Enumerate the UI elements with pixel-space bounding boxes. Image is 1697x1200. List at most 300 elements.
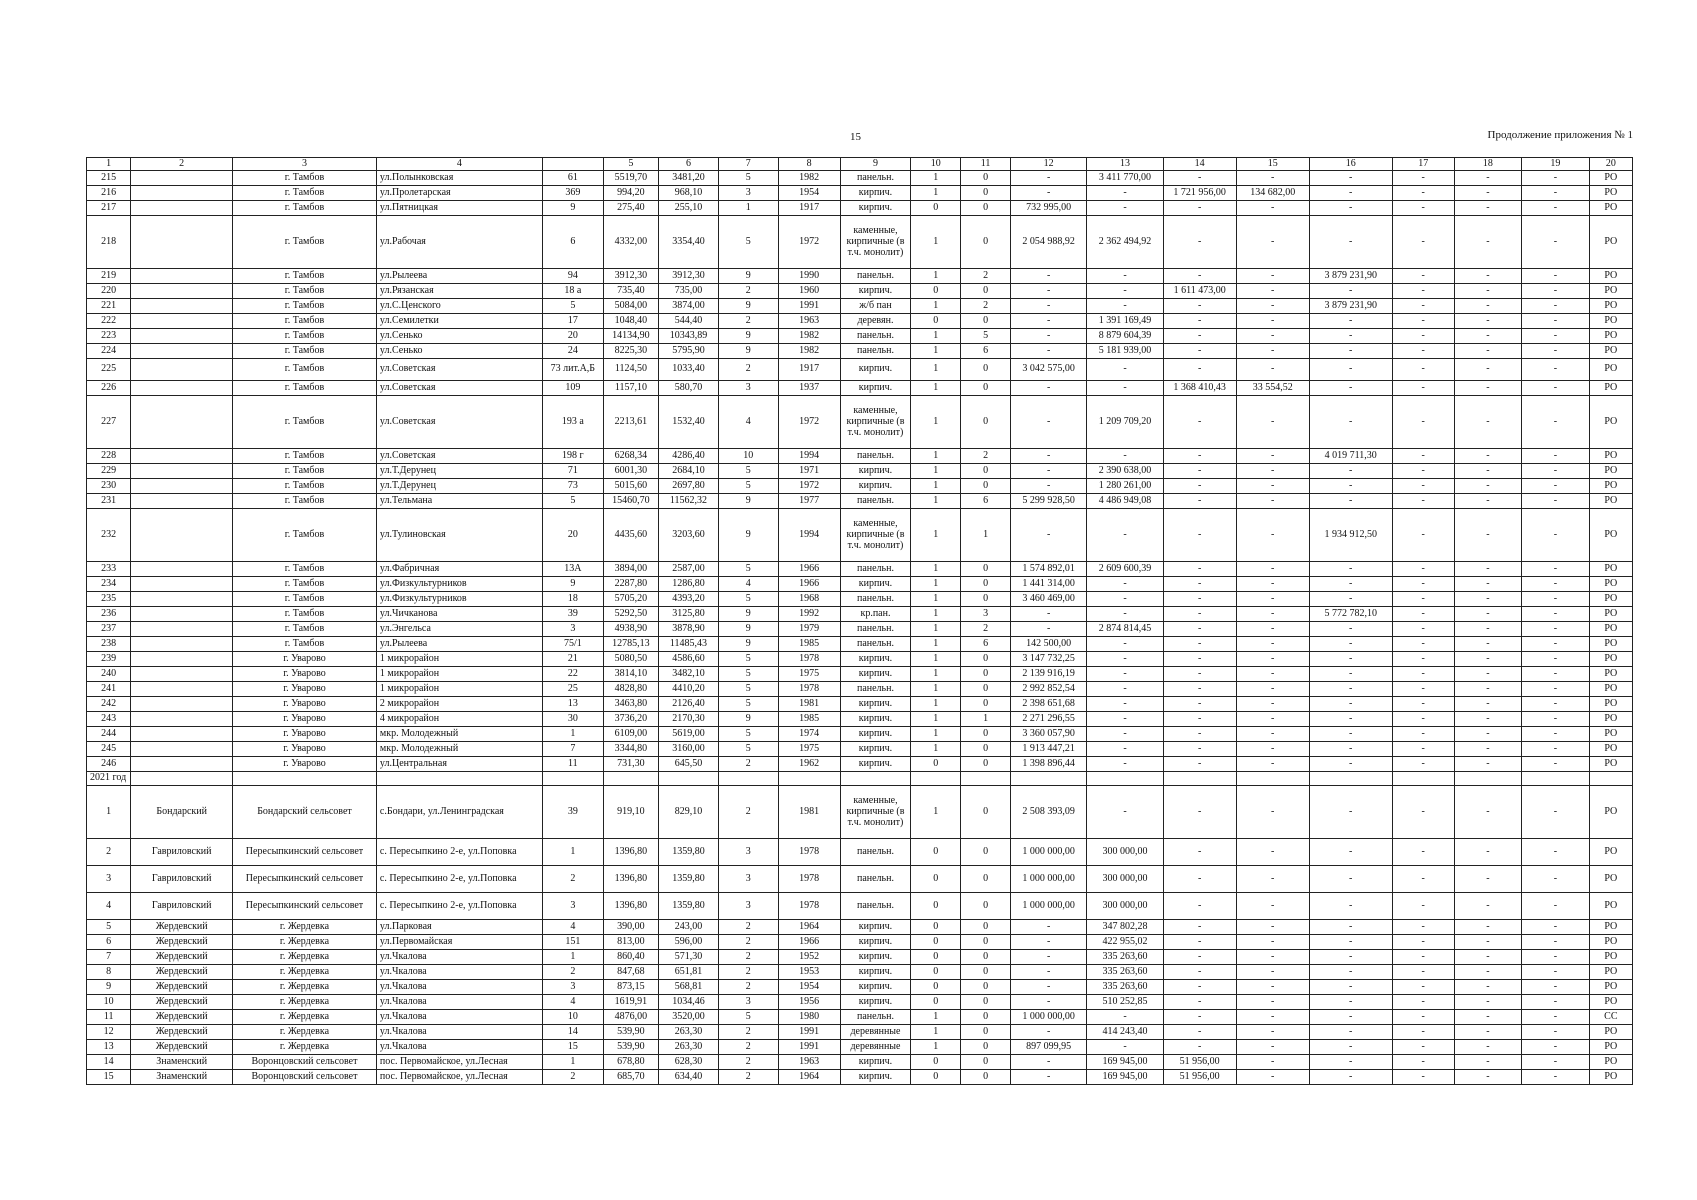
- table-cell: -: [1392, 508, 1454, 561]
- table-cell: ул.Сенько: [376, 328, 542, 343]
- table-cell: 1 209 709,20: [1087, 395, 1163, 448]
- table-cell: 2 398 651,68: [1010, 696, 1086, 711]
- table-cell: -: [1522, 892, 1590, 919]
- table-cell: 1972: [778, 395, 840, 448]
- table-cell: 1: [911, 170, 961, 185]
- table-cell: г. Тамбов: [233, 508, 377, 561]
- table-cell: -: [1236, 576, 1309, 591]
- table-cell: -: [1522, 949, 1590, 964]
- table-cell: 5 772 782,10: [1309, 606, 1392, 621]
- table-cell: 71: [542, 463, 603, 478]
- table-cell: -: [1087, 268, 1163, 283]
- table-cell: г. Тамбов: [233, 636, 377, 651]
- table-cell: 3 360 057,90: [1010, 726, 1086, 741]
- table-cell: деревян.: [840, 313, 911, 328]
- table-cell: 61: [542, 170, 603, 185]
- table-cell: кирпич.: [840, 934, 911, 949]
- table-cell: 5: [718, 696, 778, 711]
- table-cell: -: [1087, 696, 1163, 711]
- table-cell: 2684,10: [659, 463, 719, 478]
- table-cell: -: [1454, 1024, 1522, 1039]
- table-cell: -: [1454, 1054, 1522, 1069]
- empty-cell: [778, 771, 840, 785]
- table-cell: 1978: [778, 838, 840, 865]
- table-cell: 1033,40: [659, 358, 719, 380]
- table-row: [87, 328, 1633, 343]
- table-cell: [131, 711, 233, 726]
- table-cell: 829,10: [659, 785, 719, 838]
- register-table: [86, 157, 1633, 1085]
- table-cell: 39: [542, 785, 603, 838]
- table-cell: -: [1236, 1069, 1309, 1084]
- table-cell: -: [1392, 343, 1454, 358]
- table-cell: 0: [961, 576, 1011, 591]
- table-cell: 1: [911, 621, 961, 636]
- table-cell: 1: [911, 215, 961, 268]
- table-cell: 1: [911, 185, 961, 200]
- table-cell: г. Тамбов: [233, 185, 377, 200]
- table-cell: -: [1087, 1009, 1163, 1024]
- table-cell: [131, 756, 233, 771]
- table-cell: -: [1522, 170, 1590, 185]
- table-cell: [131, 463, 233, 478]
- table-cell: г. Жердевка: [233, 919, 377, 934]
- table-cell: панельн.: [840, 493, 911, 508]
- table-cell: -: [1087, 756, 1163, 771]
- table-cell: Гавриловский: [131, 892, 233, 919]
- table-cell: -: [1454, 508, 1522, 561]
- table-cell: -: [1454, 215, 1522, 268]
- table-cell: 2: [542, 1069, 603, 1084]
- table-cell: 731,30: [603, 756, 658, 771]
- table-cell: [131, 215, 233, 268]
- empty-cell: [603, 771, 658, 785]
- table-cell: 1978: [778, 892, 840, 919]
- table-cell: -: [1309, 170, 1392, 185]
- table-cell: 6: [961, 636, 1011, 651]
- table-cell: -: [1392, 606, 1454, 621]
- table-cell: 0: [961, 1024, 1011, 1039]
- table-cell: -: [1454, 358, 1522, 380]
- table-cell: 1979: [778, 621, 840, 636]
- table-cell: -: [1392, 651, 1454, 666]
- table-cell: 3203,60: [659, 508, 719, 561]
- table-cell: -: [1522, 508, 1590, 561]
- table-cell: 5: [718, 651, 778, 666]
- table-cell: -: [1163, 298, 1236, 313]
- table-cell: ул.Рязанская: [376, 283, 542, 298]
- table-cell: 1 000 000,00: [1010, 1009, 1086, 1024]
- table-cell: -: [1522, 395, 1590, 448]
- table-cell: 7: [87, 949, 131, 964]
- table-cell: 22: [542, 666, 603, 681]
- table-cell: ул.Полынковская: [376, 170, 542, 185]
- table-cell: РО: [1589, 979, 1632, 994]
- table-cell: 224: [87, 343, 131, 358]
- table-cell: ул.Т.Дерунец: [376, 478, 542, 493]
- table-cell: -: [1236, 756, 1309, 771]
- column-number-13: 13: [1087, 158, 1163, 171]
- table-cell: -: [1087, 651, 1163, 666]
- table-cell: 3: [718, 865, 778, 892]
- table-cell: 335 263,60: [1087, 949, 1163, 964]
- table-cell: 1: [911, 576, 961, 591]
- table-row: [87, 283, 1633, 298]
- table-cell: РО: [1589, 576, 1632, 591]
- table-cell: РО: [1589, 741, 1632, 756]
- table-cell: кирпич.: [840, 380, 911, 395]
- table-cell: Гавриловский: [131, 865, 233, 892]
- table-cell: г. Тамбов: [233, 328, 377, 343]
- table-cell: ул.Чкалова: [376, 964, 542, 979]
- table-cell: 51 956,00: [1163, 1069, 1236, 1084]
- table-cell: панельн.: [840, 170, 911, 185]
- table-cell: 73: [542, 478, 603, 493]
- table-cell: Пересыпкинский сельсовет: [233, 865, 377, 892]
- table-cell: -: [1392, 838, 1454, 865]
- table-cell: [131, 200, 233, 215]
- table-row: [87, 358, 1633, 380]
- table-cell: 1 микрорайон: [376, 651, 542, 666]
- table-cell: 13: [542, 696, 603, 711]
- table-cell: -: [1522, 1009, 1590, 1024]
- table-cell: 390,00: [603, 919, 658, 934]
- table-row: [87, 785, 1633, 838]
- table-cell: 3: [542, 892, 603, 919]
- table-cell: -: [1163, 681, 1236, 696]
- table-cell: 0: [961, 358, 1011, 380]
- table-cell: -: [1454, 964, 1522, 979]
- table-cell: 4 019 711,30: [1309, 448, 1392, 463]
- table-cell: 238: [87, 636, 131, 651]
- table-cell: -: [1236, 298, 1309, 313]
- table-cell: -: [1522, 838, 1590, 865]
- table-row: [87, 313, 1633, 328]
- table-cell: -: [1454, 561, 1522, 576]
- table-cell: 13А: [542, 561, 603, 576]
- column-number-15: 15: [1236, 158, 1309, 171]
- table-cell: -: [1522, 994, 1590, 1009]
- table-cell: 0: [911, 283, 961, 298]
- table-cell: -: [1087, 711, 1163, 726]
- table-cell: -: [1392, 979, 1454, 994]
- table-row: [87, 666, 1633, 681]
- table-cell: 813,00: [603, 934, 658, 949]
- table-cell: 0: [961, 1054, 1011, 1069]
- table-cell: 20: [542, 328, 603, 343]
- table-cell: г. Тамбов: [233, 576, 377, 591]
- table-cell: 5084,00: [603, 298, 658, 313]
- table-cell: -: [1236, 606, 1309, 621]
- table-cell: -: [1236, 838, 1309, 865]
- table-cell: 4586,60: [659, 651, 719, 666]
- table-cell: 11: [542, 756, 603, 771]
- table-cell: [131, 493, 233, 508]
- table-cell: ул.Чкалова: [376, 949, 542, 964]
- table-row: [87, 651, 1633, 666]
- table-cell: -: [1454, 994, 1522, 1009]
- table-cell: 1 000 000,00: [1010, 838, 1086, 865]
- table-cell: -: [1010, 1054, 1086, 1069]
- table-row: [87, 561, 1633, 576]
- table-cell: -: [1309, 478, 1392, 493]
- table-cell: 1: [87, 785, 131, 838]
- table-cell: -: [1454, 949, 1522, 964]
- table-cell: 3: [718, 994, 778, 1009]
- empty-cell: [1010, 771, 1086, 785]
- table-cell: 8 879 604,39: [1087, 328, 1163, 343]
- table-cell: -: [1309, 283, 1392, 298]
- table-cell: -: [1236, 561, 1309, 576]
- table-cell: -: [1163, 591, 1236, 606]
- table-cell: 3878,90: [659, 621, 719, 636]
- table-cell: 2: [718, 1069, 778, 1084]
- table-row: [87, 343, 1633, 358]
- table-cell: 1956: [778, 994, 840, 1009]
- table-cell: 2: [961, 621, 1011, 636]
- table-cell: -: [1163, 576, 1236, 591]
- table-cell: 0: [961, 785, 1011, 838]
- table-cell: -: [1010, 1024, 1086, 1039]
- table-cell: 1048,40: [603, 313, 658, 328]
- table-cell: г. Тамбов: [233, 493, 377, 508]
- table-row: [87, 1009, 1633, 1024]
- table-cell: РО: [1589, 313, 1632, 328]
- table-cell: 1: [542, 949, 603, 964]
- table-cell: -: [1236, 949, 1309, 964]
- table-cell: ул.Рабочая: [376, 215, 542, 268]
- table-row: [87, 185, 1633, 200]
- table-cell: 685,70: [603, 1069, 658, 1084]
- table-cell: -: [1309, 949, 1392, 964]
- table-cell: 109: [542, 380, 603, 395]
- table-row: [87, 215, 1633, 268]
- table-cell: -: [1163, 215, 1236, 268]
- table-cell: 3874,00: [659, 298, 719, 313]
- table-cell: -: [1392, 200, 1454, 215]
- table-cell: 245: [87, 741, 131, 756]
- table-cell: -: [1163, 463, 1236, 478]
- table-cell: ул.Пятницкая: [376, 200, 542, 215]
- table-cell: -: [1454, 1039, 1522, 1054]
- table-cell: 1 микрорайон: [376, 681, 542, 696]
- table-cell: -: [1236, 268, 1309, 283]
- column-number-1: 2: [131, 158, 233, 171]
- table-cell: 5: [718, 726, 778, 741]
- table-cell: 3: [87, 865, 131, 892]
- table-cell: 539,90: [603, 1039, 658, 1054]
- table-cell: РО: [1589, 1024, 1632, 1039]
- table-cell: ул.Чкалова: [376, 1024, 542, 1039]
- table-cell: 236: [87, 606, 131, 621]
- table-cell: -: [1236, 651, 1309, 666]
- table-cell: -: [1309, 395, 1392, 448]
- table-cell: 2: [87, 838, 131, 865]
- empty-cell: [840, 771, 911, 785]
- table-cell: 1 611 473,00: [1163, 283, 1236, 298]
- table-cell: 18 а: [542, 283, 603, 298]
- table-cell: 263,30: [659, 1039, 719, 1054]
- table-cell: -: [1522, 1054, 1590, 1069]
- table-cell: 1953: [778, 964, 840, 979]
- table-cell: 1981: [778, 785, 840, 838]
- table-cell: -: [1392, 756, 1454, 771]
- table-cell: РО: [1589, 561, 1632, 576]
- table-cell: г. Тамбов: [233, 463, 377, 478]
- table-cell: 1972: [778, 478, 840, 493]
- table-cell: -: [1522, 919, 1590, 934]
- table-cell: 5: [87, 919, 131, 934]
- table-cell: -: [1454, 268, 1522, 283]
- table-cell: Жердевский: [131, 1009, 233, 1024]
- table-cell: ул.Тулиновская: [376, 508, 542, 561]
- table-cell: -: [1163, 994, 1236, 1009]
- table-cell: 1962: [778, 756, 840, 771]
- column-number-6: 6: [659, 158, 719, 171]
- table-cell: -: [1236, 395, 1309, 448]
- table-cell: 1954: [778, 185, 840, 200]
- table-cell: 860,40: [603, 949, 658, 964]
- table-cell: 1972: [778, 215, 840, 268]
- table-cell: 0: [961, 283, 1011, 298]
- table-cell: 678,80: [603, 1054, 658, 1069]
- table-cell: 9: [718, 711, 778, 726]
- table-cell: г. Тамбов: [233, 200, 377, 215]
- table-cell: -: [1392, 561, 1454, 576]
- table-cell: -: [1163, 696, 1236, 711]
- table-cell: РО: [1589, 606, 1632, 621]
- table-cell: -: [1236, 1054, 1309, 1069]
- table-cell: 230: [87, 478, 131, 493]
- table-cell: Знаменский: [131, 1054, 233, 1069]
- table-cell: 2: [961, 298, 1011, 313]
- table-cell: 5: [718, 681, 778, 696]
- table-cell: -: [1309, 636, 1392, 651]
- table-cell: Жердевский: [131, 934, 233, 949]
- table-cell: 9: [718, 636, 778, 651]
- table-cell: 4286,40: [659, 448, 719, 463]
- table-cell: -: [1522, 185, 1590, 200]
- table-cell: ул.Тельмана: [376, 493, 542, 508]
- table-cell: -: [1454, 448, 1522, 463]
- table-cell: 0: [961, 215, 1011, 268]
- table-cell: РО: [1589, 994, 1632, 1009]
- table-cell: -: [1010, 606, 1086, 621]
- table-cell: -: [1392, 919, 1454, 934]
- table-cell: -: [1163, 313, 1236, 328]
- table-cell: РО: [1589, 508, 1632, 561]
- table-cell: 1532,40: [659, 395, 719, 448]
- table-cell: -: [1163, 892, 1236, 919]
- table-cell: 2: [718, 358, 778, 380]
- table-cell: каменные, кирпичные (в т.ч. монолит): [840, 215, 911, 268]
- table-cell: ул.Физкультурников: [376, 591, 542, 606]
- table-cell: -: [1392, 215, 1454, 268]
- table-row: [87, 681, 1633, 696]
- table-cell: 2126,40: [659, 696, 719, 711]
- table-cell: -: [1236, 711, 1309, 726]
- table-cell: 994,20: [603, 185, 658, 200]
- table-cell: Знаменский: [131, 1069, 233, 1084]
- table-cell: -: [1392, 949, 1454, 964]
- table-cell: -: [1454, 681, 1522, 696]
- table-cell: -: [1010, 343, 1086, 358]
- table-cell: -: [1010, 313, 1086, 328]
- table-cell: 11: [87, 1009, 131, 1024]
- table-cell: 3 879 231,90: [1309, 298, 1392, 313]
- table-cell: -: [1522, 979, 1590, 994]
- table-cell: -: [1309, 1024, 1392, 1039]
- table-cell: Жердевский: [131, 1024, 233, 1039]
- table-cell: -: [1522, 636, 1590, 651]
- table-cell: Бондарский сельсовет: [233, 785, 377, 838]
- table-cell: -: [1522, 651, 1590, 666]
- table-cell: -: [1454, 785, 1522, 838]
- table-cell: 1619,91: [603, 994, 658, 1009]
- table-cell: 232: [87, 508, 131, 561]
- table-cell: 0: [961, 994, 1011, 1009]
- table-row: [87, 621, 1633, 636]
- table-cell: 134 682,00: [1236, 185, 1309, 200]
- table-cell: Жердевский: [131, 919, 233, 934]
- table-cell: -: [1236, 741, 1309, 756]
- table-cell: 2: [718, 1039, 778, 1054]
- table-cell: -: [1454, 741, 1522, 756]
- table-cell: 13: [87, 1039, 131, 1054]
- table-cell: 1991: [778, 1024, 840, 1039]
- table-cell: 240: [87, 666, 131, 681]
- table-cell: -: [1392, 170, 1454, 185]
- table-cell: 3814,10: [603, 666, 658, 681]
- table-cell: -: [1309, 591, 1392, 606]
- table-cell: 0: [961, 892, 1011, 919]
- table-cell: -: [1454, 283, 1522, 298]
- table-cell: -: [1309, 328, 1392, 343]
- table-cell: 246: [87, 756, 131, 771]
- table-cell: 5 181 939,00: [1087, 343, 1163, 358]
- table-cell: -: [1522, 591, 1590, 606]
- table-cell: 1: [911, 711, 961, 726]
- table-cell: кирпич.: [840, 576, 911, 591]
- table-cell: 3482,10: [659, 666, 719, 681]
- table-cell: 75/1: [542, 636, 603, 651]
- table-cell: ул.Парковая: [376, 919, 542, 934]
- table-row: [87, 380, 1633, 395]
- table-row: [87, 591, 1633, 606]
- table-cell: 1982: [778, 170, 840, 185]
- table-cell: 3: [718, 892, 778, 919]
- table-cell: [131, 606, 233, 621]
- table-row: [87, 576, 1633, 591]
- table-cell: панельн.: [840, 448, 911, 463]
- table-cell: ул.Сенько: [376, 343, 542, 358]
- table-cell: г. Тамбов: [233, 478, 377, 493]
- table-cell: -: [1392, 358, 1454, 380]
- table-cell: 1: [542, 726, 603, 741]
- table-cell: 2 054 988,92: [1010, 215, 1086, 268]
- table-cell: -: [1392, 621, 1454, 636]
- table-cell: -: [1392, 1024, 1454, 1039]
- table-cell: РО: [1589, 1054, 1632, 1069]
- table-cell: -: [1392, 1069, 1454, 1084]
- table-cell: -: [1392, 395, 1454, 448]
- table-cell: -: [1236, 994, 1309, 1009]
- table-cell: 3 042 575,00: [1010, 358, 1086, 380]
- table-cell: -: [1309, 892, 1392, 919]
- table-cell: [131, 298, 233, 313]
- table-cell: -: [1522, 358, 1590, 380]
- table-cell: -: [1236, 636, 1309, 651]
